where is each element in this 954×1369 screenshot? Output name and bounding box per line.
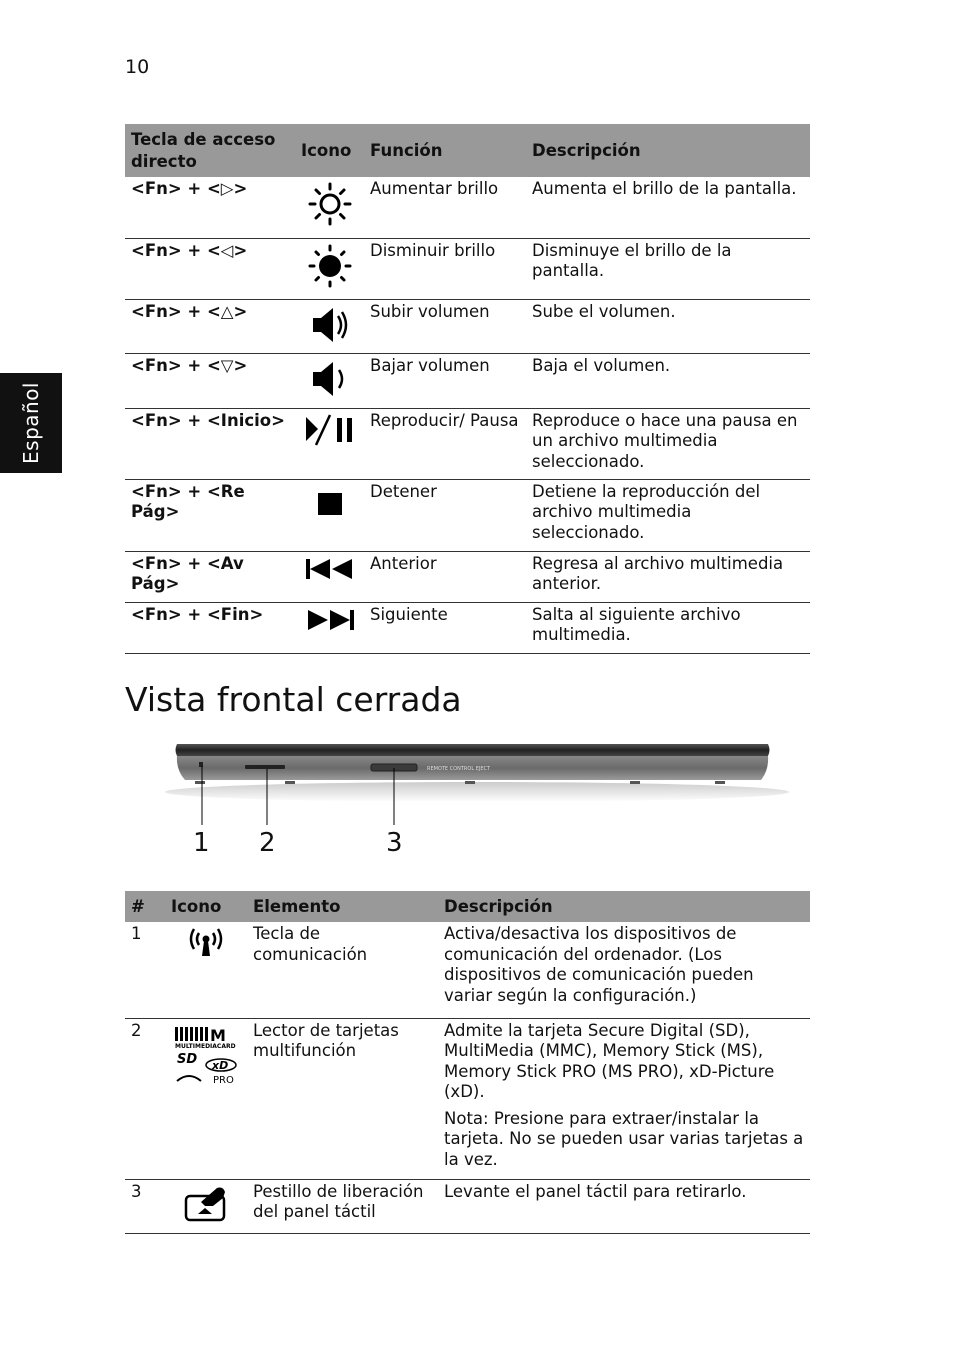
language-tab: Español — [0, 373, 62, 473]
volume-down-icon — [309, 358, 351, 400]
table-row — [125, 922, 810, 1018]
table-row — [125, 353, 810, 408]
table-row — [125, 551, 810, 602]
hotkey: <Fn> + <Re Pág> — [125, 479, 295, 551]
table-row — [125, 479, 810, 551]
page-number: 10 — [125, 56, 150, 78]
hotkey: <Fn> + <Inicio> — [125, 408, 295, 479]
description: Disminuye el brillo de la pantalla. — [526, 238, 810, 299]
element-name: Lector de tarjetas multifunción — [247, 1018, 438, 1179]
card-reader-icon — [173, 1023, 239, 1087]
hotkey: <Fn> + <△> — [125, 299, 295, 353]
play-pause-icon — [304, 413, 356, 447]
function: Aumentar brillo — [364, 177, 526, 238]
table-row — [125, 1179, 810, 1233]
description: Detiene la reproducción del archivo multimedia seleccionado. — [526, 479, 810, 551]
next-icon — [304, 607, 356, 633]
description: Activa/desactiva los dispositivos de comunicación del ordenador. (Los dispositivos de comunicación pueden variar según la configuración.) — [438, 922, 810, 1018]
stop-icon — [315, 484, 345, 518]
touchpad-release-icon — [183, 1184, 229, 1224]
description: Salta al siguiente archivo multimedia. — [526, 602, 810, 653]
hotkey: <Fn> + <Fin> — [125, 602, 295, 653]
table-row — [125, 238, 810, 299]
brightness-up-icon — [307, 181, 353, 227]
hotkey: <Fn> + <▽> — [125, 353, 295, 408]
xd-logo-text: xD — [212, 1058, 229, 1072]
pro-logo-text: PRO — [213, 1074, 234, 1086]
element-name: Tecla de comunicación — [247, 922, 438, 1018]
item-number: 1 — [125, 922, 165, 1018]
volume-up-icon — [309, 304, 351, 346]
item-number: 2 — [125, 1018, 165, 1179]
header-description: Descripción — [438, 891, 810, 922]
hotkey: <Fn> + <Av Pág> — [125, 551, 295, 602]
note-label: Nota: — [444, 1108, 489, 1128]
function: Subir volumen — [364, 299, 526, 353]
brightness-down-icon — [307, 243, 353, 289]
table-header-row — [125, 891, 810, 922]
function: Bajar volumen — [364, 353, 526, 408]
callout-3: 3 — [386, 828, 403, 858]
description: Admite la tarjeta Secure Digital (SD), MultiMedia (MMC), Memory Stick (MS), Memory Stick PRO (MS PRO), xD-Picture (xD). — [444, 1020, 775, 1101]
header-description: Descripción — [526, 124, 810, 177]
mmc-logo-text: MULTIMEDIACARD — [175, 1042, 236, 1050]
function: Siguiente — [364, 602, 526, 653]
description: Reproduce o hace una pausa en un archivo multimedia seleccionado. — [526, 408, 810, 479]
table-row — [125, 1018, 810, 1179]
header-function: Función — [364, 124, 526, 177]
sd-logo-text: SD — [177, 1051, 198, 1067]
table-row — [125, 299, 810, 353]
function: Disminuir brillo — [364, 238, 526, 299]
description: Aumenta el brillo de la pantalla. — [526, 177, 810, 238]
hotkeys-table — [125, 124, 810, 654]
description: Sube el volumen. — [526, 299, 810, 353]
element-name: Pestillo de liberación del panel táctil — [247, 1179, 438, 1233]
table-row — [125, 177, 810, 238]
callout-1: 1 — [193, 828, 210, 858]
description: Regresa al archivo multimedia anterior. — [526, 551, 810, 602]
hotkey: <Fn> + <◁> — [125, 238, 295, 299]
previous-icon — [304, 556, 356, 582]
header-element: Elemento — [247, 891, 438, 922]
note — [444, 1109, 804, 1171]
function: Detener — [364, 479, 526, 551]
hotkey: <Fn> + <▷> — [125, 177, 295, 238]
header-hotkey: Tecla de acceso directo — [125, 124, 295, 177]
header-icon: Icono — [295, 124, 364, 177]
function: Anterior — [364, 551, 526, 602]
description: Baja el volumen. — [526, 353, 810, 408]
function: Reproducir/ Pausa — [364, 408, 526, 479]
item-number: 3 — [125, 1179, 165, 1233]
callout-2: 2 — [259, 828, 276, 858]
table-row — [125, 408, 810, 479]
section-title: Vista frontal cerrada — [125, 680, 462, 719]
front-view-table — [125, 891, 810, 1234]
table-header-row — [125, 124, 810, 177]
table-row — [125, 602, 810, 653]
description: Levante el panel táctil para retirarlo. — [438, 1179, 810, 1233]
note-text: Presione para extraer/instalar la tarjeta. No se pueden usar varias tarjetas a la vez. — [444, 1108, 804, 1169]
laptop-port-label: REMOTE CONTROL EJECT — [427, 766, 491, 772]
header-icon: Icono — [165, 891, 247, 922]
svg-text:M: M — [210, 1025, 226, 1045]
header-number: # — [125, 891, 165, 922]
wireless-communication-icon — [185, 926, 227, 958]
